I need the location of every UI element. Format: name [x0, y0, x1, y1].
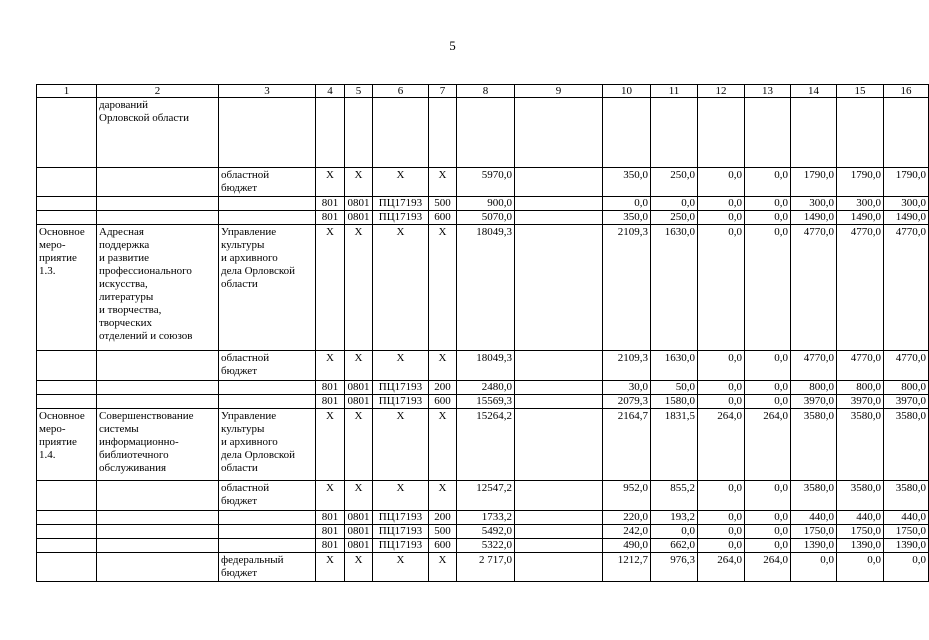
cell-value: 0801 [345, 395, 373, 409]
cell-value: 18049,3 [457, 351, 515, 381]
cell-value: Х [373, 168, 429, 197]
cell-value [515, 168, 603, 197]
cell-value: 801 [316, 525, 345, 539]
cell-value: 801 [316, 381, 345, 395]
cell-value: 4770,0 [884, 225, 929, 351]
cell-value: 0,0 [745, 381, 791, 395]
cell-value [791, 98, 837, 168]
cell-value: Х [429, 168, 457, 197]
cell-activity-number [37, 539, 97, 553]
column-header: 1 [37, 85, 97, 98]
cell-value: 300,0 [884, 197, 929, 211]
cell-value: 490,0 [603, 539, 651, 553]
cell-value: 264,0 [745, 409, 791, 481]
cell-activity-number [37, 481, 97, 511]
cell-value: 976,3 [651, 553, 698, 582]
cell-activity-name [97, 481, 219, 511]
cell-value: 2164,7 [603, 409, 651, 481]
cell-value: Х [345, 481, 373, 511]
cell-value: 3580,0 [791, 409, 837, 481]
cell-value: 3580,0 [884, 409, 929, 481]
cell-activity-name: Совершенствование системы информационно- библиотечного обслуживания [97, 409, 219, 481]
cell-activity-name [97, 539, 219, 553]
cell-value: 800,0 [884, 381, 929, 395]
cell-value: 5492,0 [457, 525, 515, 539]
cell-activity-number: Основное меро- приятие 1.3. [37, 225, 97, 351]
table-row [37, 553, 929, 582]
cell-value: ПЦ17193 [373, 211, 429, 225]
cell-value: 0,0 [698, 395, 745, 409]
cell-activity-name [97, 197, 219, 211]
cell-value: 0,0 [603, 197, 651, 211]
cell-value: 0,0 [745, 525, 791, 539]
cell-activity-name [97, 525, 219, 539]
cell-value [603, 98, 651, 168]
cell-value: 440,0 [791, 511, 837, 525]
cell-value: 0801 [345, 381, 373, 395]
cell-value: 1390,0 [791, 539, 837, 553]
cell-activity-number [37, 98, 97, 168]
cell-value [515, 225, 603, 351]
column-header: 12 [698, 85, 745, 98]
table-row [37, 511, 929, 525]
cell-value [429, 98, 457, 168]
table-row [37, 211, 929, 225]
cell-value: 1790,0 [791, 168, 837, 197]
cell-value: 2109,3 [603, 225, 651, 351]
cell-activity-number [37, 395, 97, 409]
cell-value: 1390,0 [837, 539, 884, 553]
table-row [37, 481, 929, 511]
cell-value: 0,0 [837, 553, 884, 582]
cell-value: 0,0 [884, 553, 929, 582]
cell-activity-number [37, 351, 97, 381]
cell-value: 0801 [345, 197, 373, 211]
cell-value: 0801 [345, 211, 373, 225]
cell-value: 350,0 [603, 211, 651, 225]
cell-value: 0,0 [698, 225, 745, 351]
cell-value: Х [429, 225, 457, 351]
cell-value: 952,0 [603, 481, 651, 511]
cell-value: 0,0 [745, 197, 791, 211]
cell-activity-name [97, 211, 219, 225]
table-row [37, 395, 929, 409]
cell-value: 4770,0 [837, 351, 884, 381]
cell-value: 801 [316, 211, 345, 225]
cell-value: 0,0 [791, 553, 837, 582]
cell-value [316, 98, 345, 168]
cell-value: 1212,7 [603, 553, 651, 582]
cell-value [515, 539, 603, 553]
table-body [37, 98, 929, 582]
cell-value: ПЦ17193 [373, 539, 429, 553]
cell-value: 15569,3 [457, 395, 515, 409]
cell-value: Х [345, 225, 373, 351]
table-row [37, 539, 929, 553]
cell-value: 0,0 [651, 525, 698, 539]
cell-value [515, 395, 603, 409]
cell-value: 3970,0 [791, 395, 837, 409]
cell-value: 264,0 [698, 409, 745, 481]
cell-activity-number [37, 168, 97, 197]
cell-value: 250,0 [651, 211, 698, 225]
cell-activity-name [97, 381, 219, 395]
cell-value: 15264,2 [457, 409, 515, 481]
cell-value [515, 211, 603, 225]
cell-value: 1733,2 [457, 511, 515, 525]
cell-value: 0801 [345, 539, 373, 553]
cell-value: 300,0 [837, 197, 884, 211]
cell-value: 1630,0 [651, 351, 698, 381]
cell-value: 600 [429, 395, 457, 409]
cell-value [515, 525, 603, 539]
table-row [37, 225, 929, 351]
column-header: 16 [884, 85, 929, 98]
cell-value: 600 [429, 539, 457, 553]
cell-activity-name: Адресная поддержка и развитие профессионального искусства, литературы и творчества, творческих отделений и союзов [97, 225, 219, 351]
cell-value: Х [345, 168, 373, 197]
column-header: 7 [429, 85, 457, 98]
cell-activity-name [97, 168, 219, 197]
cell-activity-name: дарований Орловской области [97, 98, 219, 168]
cell-value: 350,0 [603, 168, 651, 197]
cell-executor: областной бюджет [219, 351, 316, 381]
cell-value: Х [345, 351, 373, 381]
table-row [37, 197, 929, 211]
cell-value [515, 98, 603, 168]
cell-value: Х [345, 409, 373, 481]
cell-value [651, 98, 698, 168]
cell-value: 4770,0 [837, 225, 884, 351]
cell-value: 193,2 [651, 511, 698, 525]
cell-value: Х [316, 409, 345, 481]
cell-value: 0,0 [698, 381, 745, 395]
cell-value: 30,0 [603, 381, 651, 395]
cell-value: 0,0 [698, 351, 745, 381]
cell-value: 1580,0 [651, 395, 698, 409]
cell-value: 1831,5 [651, 409, 698, 481]
cell-value: 5970,0 [457, 168, 515, 197]
cell-value: 0,0 [698, 539, 745, 553]
cell-value: 2079,3 [603, 395, 651, 409]
cell-value: 0,0 [698, 168, 745, 197]
cell-value: ПЦ17193 [373, 395, 429, 409]
cell-value [745, 98, 791, 168]
cell-value: 264,0 [698, 553, 745, 582]
cell-value: 0,0 [698, 481, 745, 511]
column-header: 11 [651, 85, 698, 98]
cell-value: 0,0 [745, 481, 791, 511]
cell-value: Х [429, 553, 457, 582]
cell-value: 1750,0 [884, 525, 929, 539]
cell-executor: областной бюджет [219, 168, 316, 197]
cell-value [515, 511, 603, 525]
cell-executor [219, 525, 316, 539]
cell-value: Х [316, 481, 345, 511]
cell-value [515, 351, 603, 381]
cell-executor [219, 511, 316, 525]
cell-value: Х [373, 351, 429, 381]
cell-executor: Управление культуры и архивного дела Орловской области [219, 225, 316, 351]
cell-value: 800,0 [837, 381, 884, 395]
cell-value: ПЦ17193 [373, 381, 429, 395]
cell-value [515, 197, 603, 211]
cell-value [373, 98, 429, 168]
cell-activity-number [37, 211, 97, 225]
table-row [37, 525, 929, 539]
cell-value: Х [316, 553, 345, 582]
budget-table [36, 84, 929, 582]
cell-value: 1490,0 [791, 211, 837, 225]
cell-value: 18049,3 [457, 225, 515, 351]
cell-value: 2480,0 [457, 381, 515, 395]
cell-value [837, 98, 884, 168]
cell-value: 801 [316, 511, 345, 525]
column-header: 5 [345, 85, 373, 98]
cell-value: 1750,0 [791, 525, 837, 539]
cell-value: 12547,2 [457, 481, 515, 511]
column-header: 10 [603, 85, 651, 98]
table-row [37, 168, 929, 197]
cell-value: 1750,0 [837, 525, 884, 539]
cell-activity-name [97, 553, 219, 582]
cell-value: 50,0 [651, 381, 698, 395]
cell-value: Х [373, 481, 429, 511]
cell-value: 0,0 [698, 211, 745, 225]
cell-value: 220,0 [603, 511, 651, 525]
cell-value: 1630,0 [651, 225, 698, 351]
cell-value: 0,0 [698, 197, 745, 211]
cell-value: 4770,0 [791, 225, 837, 351]
cell-value: 200 [429, 381, 457, 395]
cell-value: 0,0 [698, 525, 745, 539]
cell-value: Х [373, 409, 429, 481]
cell-value: ПЦ17193 [373, 525, 429, 539]
cell-value [457, 98, 515, 168]
cell-value: 0,0 [745, 168, 791, 197]
cell-activity-number [37, 525, 97, 539]
column-header: 9 [515, 85, 603, 98]
cell-value: 250,0 [651, 168, 698, 197]
cell-value: 3970,0 [837, 395, 884, 409]
cell-value: 0,0 [745, 539, 791, 553]
cell-value: 0,0 [745, 395, 791, 409]
cell-value: 1790,0 [837, 168, 884, 197]
cell-value: 0,0 [745, 225, 791, 351]
cell-value [345, 98, 373, 168]
cell-value: 1390,0 [884, 539, 929, 553]
cell-value: 2 717,0 [457, 553, 515, 582]
cell-value: 5322,0 [457, 539, 515, 553]
cell-value [515, 381, 603, 395]
cell-value: 900,0 [457, 197, 515, 211]
cell-value: Х [316, 225, 345, 351]
cell-value: 500 [429, 197, 457, 211]
cell-activity-name [97, 351, 219, 381]
cell-value: 0,0 [698, 511, 745, 525]
cell-executor [219, 381, 316, 395]
cell-value: 801 [316, 197, 345, 211]
cell-value: 1490,0 [837, 211, 884, 225]
cell-value: 3970,0 [884, 395, 929, 409]
cell-activity-number [37, 511, 97, 525]
cell-value: 0,0 [651, 197, 698, 211]
cell-value: Х [429, 481, 457, 511]
column-header: 3 [219, 85, 316, 98]
cell-value: 801 [316, 539, 345, 553]
cell-value: 801 [316, 395, 345, 409]
cell-value: 855,2 [651, 481, 698, 511]
cell-value [515, 553, 603, 582]
cell-executor [219, 211, 316, 225]
cell-value: 242,0 [603, 525, 651, 539]
cell-value: 3580,0 [837, 481, 884, 511]
cell-value: 264,0 [745, 553, 791, 582]
cell-value: 3580,0 [884, 481, 929, 511]
cell-value: Х [373, 225, 429, 351]
column-header: 15 [837, 85, 884, 98]
column-header: 14 [791, 85, 837, 98]
column-header: 13 [745, 85, 791, 98]
cell-value [515, 481, 603, 511]
cell-activity-number [37, 553, 97, 582]
cell-value: 4770,0 [884, 351, 929, 381]
cell-value: 1790,0 [884, 168, 929, 197]
cell-value: 0,0 [745, 351, 791, 381]
cell-value: Х [429, 351, 457, 381]
cell-executor [219, 395, 316, 409]
cell-value: 500 [429, 525, 457, 539]
cell-value: 5070,0 [457, 211, 515, 225]
cell-executor [219, 98, 316, 168]
cell-value: ПЦ17193 [373, 197, 429, 211]
table-row [37, 351, 929, 381]
cell-activity-name [97, 511, 219, 525]
column-header: 8 [457, 85, 515, 98]
cell-executor: федеральный бюджет [219, 553, 316, 582]
cell-value: 0,0 [745, 511, 791, 525]
cell-value: 662,0 [651, 539, 698, 553]
column-header: 2 [97, 85, 219, 98]
cell-executor: Управление культуры и архивного дела Орловской области [219, 409, 316, 481]
column-header: 4 [316, 85, 345, 98]
table-row [37, 98, 929, 168]
cell-value: 0801 [345, 511, 373, 525]
cell-value: 4770,0 [791, 351, 837, 381]
cell-value: 0,0 [745, 211, 791, 225]
cell-value: 600 [429, 211, 457, 225]
cell-value: 3580,0 [791, 481, 837, 511]
cell-value [884, 98, 929, 168]
cell-activity-name [97, 395, 219, 409]
table-row [37, 409, 929, 481]
header-row [37, 85, 929, 98]
cell-value [515, 409, 603, 481]
cell-value: 300,0 [791, 197, 837, 211]
cell-executor [219, 197, 316, 211]
cell-value: 2109,3 [603, 351, 651, 381]
cell-executor: областной бюджет [219, 481, 316, 511]
cell-activity-number [37, 381, 97, 395]
table-row [37, 381, 929, 395]
cell-value: Х [316, 351, 345, 381]
cell-value: ПЦ17193 [373, 511, 429, 525]
page-number: 5 [449, 38, 456, 53]
cell-value: Х [429, 409, 457, 481]
cell-value: Х [373, 553, 429, 582]
cell-value: 440,0 [837, 511, 884, 525]
column-header: 6 [373, 85, 429, 98]
cell-value: 1490,0 [884, 211, 929, 225]
cell-value [698, 98, 745, 168]
cell-activity-number: Основное меро- приятие 1.4. [37, 409, 97, 481]
cell-activity-number [37, 197, 97, 211]
cell-value: 0801 [345, 525, 373, 539]
cell-value: Х [345, 553, 373, 582]
cell-value: 800,0 [791, 381, 837, 395]
cell-value: 3580,0 [837, 409, 884, 481]
cell-value: Х [316, 168, 345, 197]
cell-value: 200 [429, 511, 457, 525]
cell-value: 440,0 [884, 511, 929, 525]
cell-executor [219, 539, 316, 553]
